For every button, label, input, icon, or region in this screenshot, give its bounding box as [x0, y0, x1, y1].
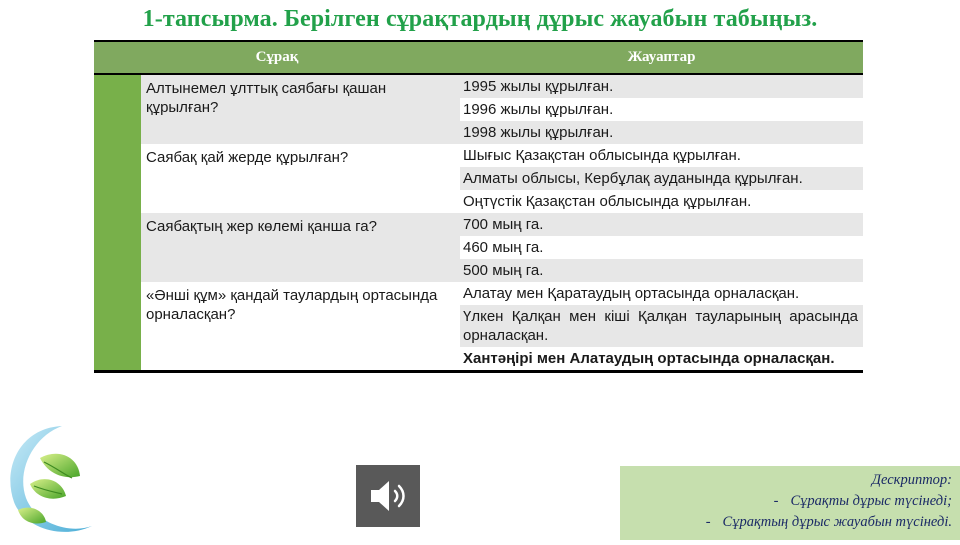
question-cell: «Әнші құм» қандай таулардың ортасында орналасқан? — [141, 282, 460, 370]
header-answers: Жауаптар — [627, 49, 696, 65]
answer-option[interactable]: 700 мың га. — [460, 213, 863, 236]
question-group-2 — [141, 144, 863, 213]
answer-option[interactable]: Шығыс Қазақстан облысында құрылған. — [460, 144, 863, 167]
question-group-4 — [141, 282, 863, 370]
answer-list — [460, 282, 863, 370]
speaker-icon — [365, 476, 411, 516]
descriptor-box — [620, 466, 960, 540]
answer-list — [460, 144, 863, 213]
descriptor-item — [630, 491, 952, 512]
answer-option[interactable]: 1995 жылы құрылған. — [460, 75, 863, 98]
audio-button[interactable] — [356, 465, 420, 527]
descriptor-heading: Дескриптор: — [871, 472, 952, 488]
descriptor-item — [630, 512, 952, 533]
question-cell: Алтынемел ұлттық саябағы қашан құрылған? — [141, 75, 460, 144]
question-cell: Саябақтың жер көлемі қанша га? — [141, 213, 460, 282]
answer-option[interactable]: 500 мың га. — [460, 259, 863, 282]
question-group-1 — [141, 75, 863, 144]
answer-option[interactable]: Оңтүстік Қазақстан облысында құрылған. — [460, 190, 863, 213]
answer-option-correct[interactable]: Хантәңірі мен Алатаудың ортасында орналасқан. — [460, 347, 863, 370]
page-title: 1-тапсырма. Берілген сұрақтардың дұрыс жауабын табыңыз. — [142, 6, 818, 32]
question-group-3 — [141, 213, 863, 282]
table-rows — [141, 75, 863, 370]
descriptor-dash: - — [773, 493, 779, 509]
descriptor-item-text: Сұрақты дұрыс түсінеді; — [790, 493, 952, 509]
answer-option[interactable]: 1996 жылы құрылған. — [460, 98, 863, 121]
answer-option[interactable]: 460 мың га. — [460, 236, 863, 259]
table-header — [94, 42, 863, 75]
descriptor-dash: - — [705, 514, 711, 530]
answer-option[interactable]: Үлкен Қалқан мен кіші Қалқан тауларының арасында орналасқан. — [460, 305, 863, 347]
answer-option[interactable]: Алматы облысы, Кербұлақ ауданында құрылған. — [460, 167, 863, 190]
answer-option[interactable]: 1998 жылы құрылған. — [460, 121, 863, 144]
descriptor-item-text: Сұрақтың дұрыс жауабын түсінеді. — [722, 514, 952, 530]
green-stripe — [94, 75, 141, 370]
answer-option[interactable]: Алатау мен Қаратаудың ортасында орналасқан. — [460, 282, 863, 305]
answer-list — [460, 75, 863, 144]
header-question: Сұрақ — [255, 49, 299, 65]
answer-list — [460, 213, 863, 282]
question-cell: Саябақ қай жерде құрылған? — [141, 144, 460, 213]
quiz-table — [94, 40, 863, 373]
leaf-swirl-logo-icon — [0, 418, 120, 540]
table-body — [94, 75, 863, 370]
